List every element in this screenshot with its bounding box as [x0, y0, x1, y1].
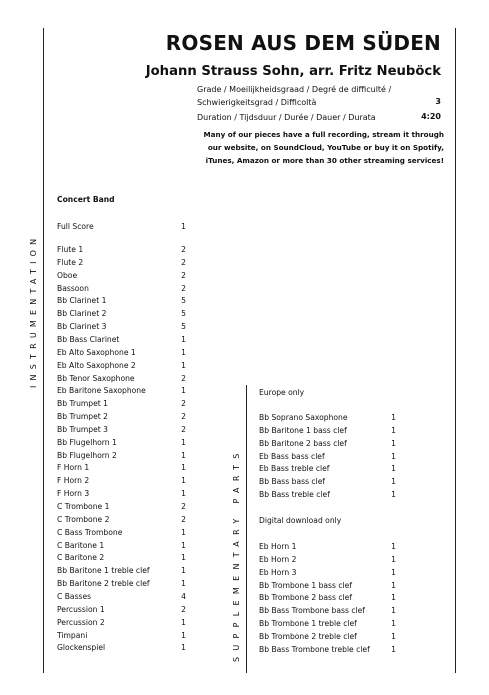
supplementary-side-label: SUPPLEMENTARY PARTS	[232, 447, 241, 662]
part-name: C Baritone 1	[57, 540, 105, 550]
europe-only-heading: Europe only	[259, 388, 305, 397]
part-name: F Horn 2	[57, 476, 90, 486]
list-item	[259, 411, 410, 424]
list-item	[57, 243, 200, 256]
list-item	[259, 437, 410, 450]
list-item	[57, 616, 200, 629]
part-name: Bb Trumpet 2	[57, 412, 109, 422]
part-name: Bb Bass bass clef	[259, 477, 326, 487]
part-quantity: 2	[181, 270, 186, 280]
part-name: Bb Bass treble clef	[259, 490, 330, 500]
part-name: Bb Soprano Saxophone	[259, 413, 348, 422]
part-quantity: 1	[391, 438, 396, 448]
list-item	[57, 307, 200, 320]
part-quantity: 2	[181, 424, 186, 434]
part-quantity: 1	[181, 617, 186, 627]
part-quantity: 1	[181, 553, 186, 563]
part-quantity: 2	[181, 373, 186, 383]
part-quantity: 1	[181, 579, 186, 589]
part-quantity: 1	[391, 425, 396, 435]
list-item	[57, 410, 200, 423]
part-quantity: 1	[391, 451, 396, 461]
list-item	[57, 320, 200, 333]
list-item	[259, 424, 410, 437]
part-quantity: 1	[181, 360, 186, 370]
part-quantity: 1	[181, 643, 186, 653]
right-rule	[455, 28, 456, 673]
part-quantity: 1	[181, 489, 186, 499]
list-item	[57, 282, 200, 295]
duration-value: 4:20	[421, 112, 441, 121]
list-item	[259, 475, 410, 488]
part-name: Eb Horn 3	[259, 567, 297, 577]
list-item	[57, 449, 200, 462]
grade-value: 3	[435, 97, 441, 106]
part-name: Flute 2	[57, 257, 84, 267]
part-quantity: 1	[391, 619, 396, 629]
list-item	[57, 397, 200, 410]
list-item	[57, 487, 200, 500]
list-item	[57, 256, 200, 269]
part-quantity: 2	[181, 257, 186, 267]
part-quantity: 1	[391, 542, 396, 551]
supplementary-rule	[246, 385, 247, 673]
part-name: Bb Flugelhorn 1	[57, 437, 117, 447]
part-quantity: 1	[391, 593, 396, 603]
part-quantity: 1	[391, 554, 396, 564]
part-quantity: 1	[391, 477, 396, 487]
part-quantity: 2	[181, 412, 186, 422]
concert-band-heading: Concert Band	[57, 195, 115, 204]
part-name: Bb Baritone 2 treble clef	[57, 579, 150, 589]
grade-label-line2: Schwierigkeitsgrad / Difficoltà	[197, 97, 317, 107]
part-quantity: 1	[391, 567, 396, 577]
list-item	[259, 462, 410, 475]
left-rule	[43, 28, 44, 673]
duration-label: Duration / Tijdsduur / Durée / Dauer / Durata	[197, 113, 376, 122]
part-quantity: 1	[181, 347, 186, 357]
part-name: Bb Baritone 1 treble clef	[57, 566, 150, 576]
part-name: C Trombone 1	[57, 502, 110, 511]
part-name: Bb Trombone 2 bass clef	[259, 593, 353, 603]
part-quantity: 2	[181, 604, 186, 614]
part-name: Eb Bass treble clef	[259, 464, 330, 474]
list-item	[57, 359, 200, 372]
grade-label	[197, 84, 391, 109]
part-name: Eb Alto Saxophone 1	[57, 347, 136, 357]
part-name: Flute 1	[57, 245, 84, 254]
part-name: Bb Clarinet 1	[57, 296, 107, 306]
list-item	[57, 577, 200, 590]
part-name: Eb Baritone Saxophone	[57, 386, 146, 396]
part-quantity: 1	[181, 334, 186, 344]
part-name: Percussion 2	[57, 617, 105, 627]
promo-line-2: our website, on SoundCloud, YouTube or buy it on Spotify,	[207, 143, 444, 153]
list-item	[57, 269, 200, 282]
part-quantity: 1	[391, 490, 396, 500]
part-name: Bb Bass Trombone bass clef	[259, 606, 365, 616]
part-quantity: 2	[181, 283, 186, 293]
list-item	[57, 551, 200, 564]
list-item	[259, 604, 410, 617]
part-quantity: 1	[181, 630, 186, 640]
list-item	[57, 564, 200, 577]
part-quantity: 5	[181, 309, 186, 319]
part-name: F Horn 1	[57, 463, 90, 473]
list-item	[259, 643, 410, 656]
part-name: Bb Baritone 1 bass clef	[259, 425, 347, 435]
grade-label-line1: Grade / Moeilijkheidsgraad / Degré de difficulté /	[197, 85, 392, 94]
part-name: Full Score	[57, 222, 94, 231]
part-name: Eb Alto Saxophone 2	[57, 360, 136, 370]
list-item	[57, 384, 200, 397]
part-quantity: 1	[181, 222, 186, 231]
list-item	[57, 461, 200, 474]
part-quantity: 1	[181, 540, 186, 550]
part-name: Bassoon	[57, 283, 89, 293]
list-item	[57, 423, 200, 436]
part-name: Timpani	[57, 630, 88, 640]
part-name: Oboe	[57, 270, 78, 280]
list-item	[259, 488, 410, 501]
part-name: Bb Baritone 2 bass clef	[259, 438, 347, 448]
part-quantity: 1	[181, 566, 186, 576]
list-item	[57, 474, 200, 487]
page-title: ROSEN AUS DEM SÜDEN	[165, 31, 441, 55]
list-item	[57, 346, 200, 359]
part-name: Bb Trombone 1 bass clef	[259, 580, 353, 590]
list-item	[259, 450, 410, 463]
list-item	[57, 539, 200, 552]
digital-download-heading: Digital download only	[259, 516, 342, 525]
part-quantity: 1	[181, 476, 186, 486]
list-item	[57, 436, 200, 449]
part-quantity: 1	[181, 450, 186, 460]
part-quantity: 1	[391, 606, 396, 616]
part-quantity: 2	[181, 399, 186, 409]
part-name: Glockenspiel	[57, 643, 106, 653]
part-name: Bb Trombone 2 treble clef	[259, 631, 357, 641]
list-item	[259, 630, 410, 643]
part-name: C Baritone 2	[57, 553, 105, 563]
part-quantity: 1	[391, 644, 396, 654]
part-quantity: 1	[181, 463, 186, 473]
list-item	[259, 540, 410, 553]
part-quantity: 1	[391, 580, 396, 590]
part-name: Bb Trumpet 3	[57, 424, 109, 434]
part-name: Bb Flugelhorn 2	[57, 450, 117, 460]
part-quantity: 5	[181, 322, 186, 332]
part-quantity: 4	[181, 591, 186, 601]
list-item	[259, 553, 410, 566]
part-quantity: 1	[181, 437, 186, 447]
part-name: Eb Horn 2	[259, 554, 297, 564]
composer-arranger: Johann Strauss Sohn, arr. Fritz Neuböck	[145, 64, 441, 79]
part-name: Bb Bass Trombone treble clef	[259, 644, 370, 654]
part-name: Bb Trumpet 1	[57, 399, 109, 409]
part-name: C Basses	[57, 591, 92, 601]
part-quantity: 1	[181, 386, 186, 396]
list-item	[57, 333, 200, 346]
part-quantity: 1	[181, 527, 186, 537]
list-item	[57, 372, 200, 385]
list-item	[57, 590, 200, 603]
part-quantity: 5	[181, 296, 186, 306]
list-item	[259, 591, 410, 604]
list-item	[57, 500, 200, 513]
list-item	[57, 294, 200, 307]
list-item	[57, 513, 200, 526]
instrumentation-side-label: INSTRUMENTATION	[29, 233, 38, 388]
list-item	[57, 526, 200, 539]
part-quantity: 2	[181, 245, 186, 254]
part-quantity: 2	[181, 514, 186, 524]
part-quantity: 2	[181, 502, 186, 511]
list-item	[57, 220, 200, 233]
part-quantity: 1	[391, 413, 396, 422]
list-item	[57, 629, 200, 642]
list-item	[259, 617, 410, 630]
part-name: Bb Clarinet 3	[57, 322, 107, 332]
part-name: Bb Bass Clarinet	[57, 334, 120, 344]
list-item	[57, 603, 200, 616]
part-name: Eb Bass bass clef	[259, 451, 325, 461]
part-name: Bb Tenor Saxophone	[57, 373, 135, 383]
part-name: C Bass Trombone	[57, 527, 123, 537]
part-quantity: 1	[391, 631, 396, 641]
list-item	[259, 579, 410, 592]
streaming-promo	[200, 128, 444, 168]
list-item	[259, 566, 410, 579]
part-quantity: 1	[391, 464, 396, 474]
part-name: Eb Horn 1	[259, 542, 297, 551]
part-name: Percussion 1	[57, 604, 105, 614]
list-item	[57, 641, 200, 654]
part-name: C Trombone 2	[57, 514, 110, 524]
promo-line-3: iTunes, Amazon or more than 30 other streaming services!	[205, 156, 444, 166]
promo-line-1: Many of our pieces have a full recording, stream it through	[203, 130, 444, 139]
part-name: Bb Trombone 1 treble clef	[259, 619, 357, 629]
part-name: Bb Clarinet 2	[57, 309, 107, 319]
part-name: F Horn 3	[57, 489, 90, 499]
